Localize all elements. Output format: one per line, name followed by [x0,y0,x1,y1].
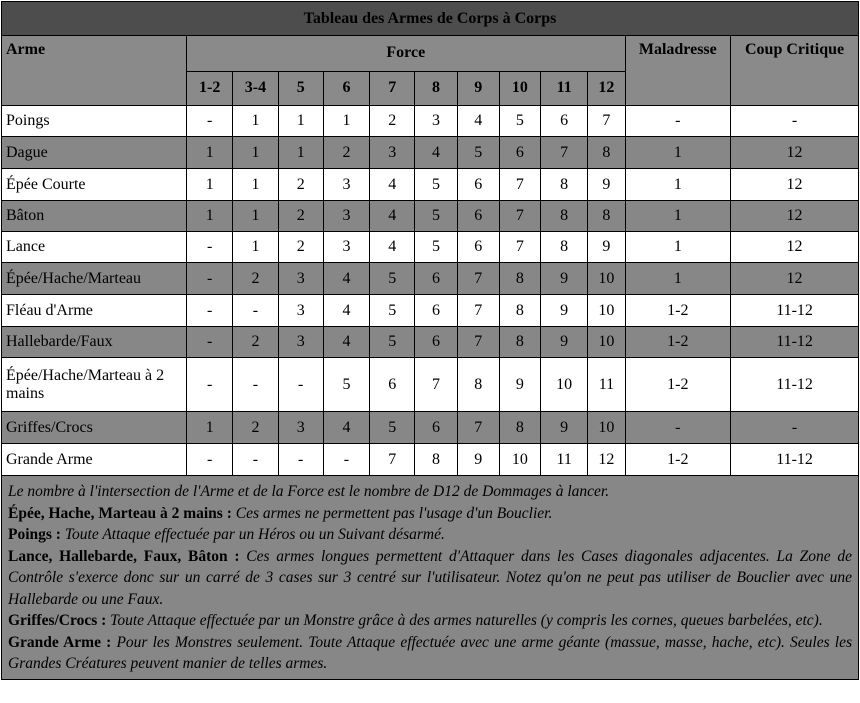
note-text: Le nombre à l'intersection de l'Arme et de la Force est le nombre de D12 de Dommages à lancer. [8,483,610,500]
header-arme: Arme [2,36,187,106]
notes-section [1,476,859,680]
note-text: Ces armes ne permettent pas l'usage d'un Bouclier. [235,504,553,522]
damage-cell: 5 [370,412,415,444]
damage-cell: 7 [370,444,415,476]
damage-cell: - [187,444,233,476]
damage-cell: 1 [187,412,233,444]
damage-cell: 1 [323,106,369,137]
table-row [2,358,859,412]
damage-cell: 8 [499,295,540,327]
damage-cell: 3 [278,327,323,358]
weapon-name: Poings [2,106,187,137]
damage-cell: 4 [370,232,415,263]
critique-cell: 11-12 [731,358,859,412]
damage-cell: 10 [588,295,625,327]
weapon-name: Épée/Hache/Marteau [2,263,187,295]
damage-cell: 5 [323,358,369,412]
damage-cell: 5 [415,169,457,201]
table-row [2,263,859,295]
damage-cell: 2 [233,327,278,358]
damage-cell: 8 [499,327,540,358]
table-row [2,201,859,232]
damage-cell: - [187,232,233,263]
damage-cell: 3 [323,201,369,232]
damage-cell: 5 [415,201,457,232]
weapon-name: Lance [2,232,187,263]
damage-cell: - [233,295,278,327]
damage-cell: - [187,327,233,358]
damage-cell: 8 [415,444,457,476]
weapon-name: Hallebarde/Faux [2,327,187,358]
damage-cell: - [278,444,323,476]
note-paragraph [8,524,852,546]
damage-cell: 10 [499,444,540,476]
damage-cell: 10 [588,327,625,358]
damage-cell: 9 [588,232,625,263]
weapon-name: Grande Arme [2,444,187,476]
critique-cell: 12 [731,169,859,201]
damage-cell: 7 [457,295,499,327]
maladresse-cell: 1 [625,169,731,201]
damage-cell: 7 [457,327,499,358]
critique-cell: 11-12 [731,444,859,476]
damage-cell: 5 [415,232,457,263]
note-label: Griffes/Crocs : [8,612,107,629]
damage-cell: - [187,263,233,295]
critique-cell: 11-12 [731,327,859,358]
damage-cell: 1 [187,201,233,232]
damage-cell: 2 [233,412,278,444]
damage-cell: 1 [233,201,278,232]
note-text: Toute Attaque effectuée par un Héros ou un Suivant désarmé. [64,526,445,543]
header-force-col: 7 [370,71,415,105]
damage-cell: 7 [457,263,499,295]
maladresse-cell: 1 [625,201,731,232]
header-force: Force [187,36,625,72]
damage-cell: 1 [187,137,233,169]
note-text: Ces armes longues permettent d'Attaquer dans les Cases diagonales adjacentes. La Zone de Contrôle s'exerce donc sur un carré de 3 cases sur 3 centré sur l'utilisateur. Notez qu'on ne peut pas utiliser de Bouclier avec une Hallebarde ou une Faux. [8,547,853,608]
damage-cell: 9 [541,263,588,295]
weapon-name: Dague [2,137,187,169]
damage-cell: 7 [415,358,457,412]
damage-cell: 3 [278,412,323,444]
damage-cell: 6 [415,263,457,295]
damage-cell: 10 [541,358,588,412]
damage-cell: 4 [323,412,369,444]
damage-cell: 4 [323,263,369,295]
damage-cell: - [278,358,323,412]
maladresse-cell: 1-2 [625,358,731,412]
damage-cell: 8 [541,201,588,232]
header-force-col: 12 [588,71,625,105]
header-force-col: 3-4 [233,71,278,105]
damage-cell: 1 [233,137,278,169]
weapon-name: Épée Courte [2,169,187,201]
damage-cell: 4 [370,201,415,232]
header-coup-critique: Coup Critique [731,36,859,106]
header-force-col: 5 [278,71,323,105]
note-text: Toute Attaque effectuée par un Monstre grâce à des armes naturelles (y compris les cornes, queues barbelées, etc). [110,612,823,629]
damage-cell: 5 [457,137,499,169]
table-row [2,444,859,476]
table-row [2,106,859,137]
damage-cell: 9 [588,169,625,201]
critique-cell: 12 [731,232,859,263]
damage-cell: 7 [499,232,540,263]
weapons-table-document [1,1,859,680]
critique-cell: 12 [731,263,859,295]
damage-cell: 10 [588,412,625,444]
damage-cell: 9 [541,412,588,444]
damage-cell: - [233,358,278,412]
header-force-col: 1-2 [187,71,233,105]
damage-cell: - [187,106,233,137]
damage-cell: 8 [541,232,588,263]
damage-cell: 6 [499,137,540,169]
damage-cell: 3 [323,232,369,263]
damage-cell: 2 [278,201,323,232]
damage-cell: 6 [415,327,457,358]
damage-cell: 6 [370,358,415,412]
damage-cell: 5 [370,295,415,327]
critique-cell: - [731,412,859,444]
note-text: Pour les Monstres seulement. Toute Attaque effectuée avec une arme géante (massue, masse, hache, etc). Seules les Grandes Créatures peuvent manier de telles armes. [8,633,853,672]
table-row [2,295,859,327]
damage-cell: 5 [370,327,415,358]
damage-cell: 8 [541,169,588,201]
table-row [2,327,859,358]
header-force-col: 9 [457,71,499,105]
header-force-col: 8 [415,71,457,105]
damage-cell: 9 [541,327,588,358]
damage-cell: 9 [457,444,499,476]
note-paragraph [8,546,852,611]
damage-cell: 3 [370,137,415,169]
damage-cell: 1 [233,169,278,201]
note-label: Épée, Hache, Marteau à 2 mains : [8,504,232,522]
damage-cell: 4 [415,137,457,169]
damage-cell: 7 [499,169,540,201]
damage-cell: 4 [323,295,369,327]
note-label: Grande Arme : [8,633,112,651]
weapon-name: Fléau d'Arme [2,295,187,327]
maladresse-cell: - [625,106,731,137]
damage-cell: 2 [278,169,323,201]
damage-cell: 6 [541,106,588,137]
maladresse-cell: 1 [625,137,731,169]
damage-cell: 6 [457,232,499,263]
damage-cell: 4 [323,327,369,358]
damage-cell: 2 [278,232,323,263]
note-paragraph [8,610,852,632]
damage-cell: 4 [457,106,499,137]
maladresse-cell: 1-2 [625,295,731,327]
weapon-name: Griffes/Crocs [2,412,187,444]
damage-cell: 8 [588,201,625,232]
damage-cell: 1 [233,106,278,137]
damage-cell: 4 [370,169,415,201]
damage-cell: 6 [457,201,499,232]
note-label: Lance, Hallebarde, Faux, Bâton : [8,547,240,565]
damage-cell: 1 [278,137,323,169]
maladresse-cell: - [625,412,731,444]
damage-cell: 2 [233,263,278,295]
damage-cell: 8 [457,358,499,412]
damage-cell: - [233,444,278,476]
weapon-name: Bâton [2,201,187,232]
damage-cell: 6 [457,169,499,201]
critique-cell: 12 [731,137,859,169]
damage-cell: 7 [541,137,588,169]
damage-cell: 1 [278,106,323,137]
damage-cell: - [187,295,233,327]
critique-cell: 11-12 [731,295,859,327]
damage-cell: 10 [588,263,625,295]
header-force-col: 6 [323,71,369,105]
note-label: Poings : [8,526,61,543]
damage-cell: 1 [233,232,278,263]
weapons-table [1,1,859,476]
damage-cell: - [323,444,369,476]
critique-cell: 12 [731,201,859,232]
damage-cell: 3 [278,263,323,295]
header-maladresse: Maladresse [625,36,731,106]
damage-cell: 9 [541,295,588,327]
note-paragraph [8,481,852,503]
table-row [2,137,859,169]
damage-cell: 5 [370,263,415,295]
damage-cell: - [187,358,233,412]
damage-cell: 8 [499,412,540,444]
maladresse-cell: 1-2 [625,444,731,476]
damage-cell: 2 [370,106,415,137]
damage-cell: 3 [323,169,369,201]
maladresse-cell: 1 [625,232,731,263]
maladresse-cell: 1 [625,263,731,295]
damage-cell: 7 [457,412,499,444]
damage-cell: 3 [415,106,457,137]
damage-cell: 11 [541,444,588,476]
maladresse-cell: 1-2 [625,327,731,358]
damage-cell: 8 [499,263,540,295]
damage-cell: 3 [278,295,323,327]
damage-cell: 8 [588,137,625,169]
damage-cell: 6 [415,295,457,327]
weapon-name: Épée/Hache/Marteau à 2 mains [2,358,187,412]
header-force-col: 11 [541,71,588,105]
damage-cell: 11 [588,358,625,412]
table-title: Tableau des Armes de Corps à Corps [2,2,859,36]
damage-cell: 6 [415,412,457,444]
table-row [2,169,859,201]
damage-cell: 9 [499,358,540,412]
header-force-col: 10 [499,71,540,105]
table-row [2,412,859,444]
critique-cell: - [731,106,859,137]
damage-cell: 12 [588,444,625,476]
note-paragraph [8,503,852,525]
damage-cell: 7 [588,106,625,137]
table-row [2,232,859,263]
damage-cell: 7 [499,201,540,232]
damage-cell: 2 [323,137,369,169]
note-paragraph [8,632,852,675]
damage-cell: 5 [499,106,540,137]
damage-cell: 1 [187,169,233,201]
